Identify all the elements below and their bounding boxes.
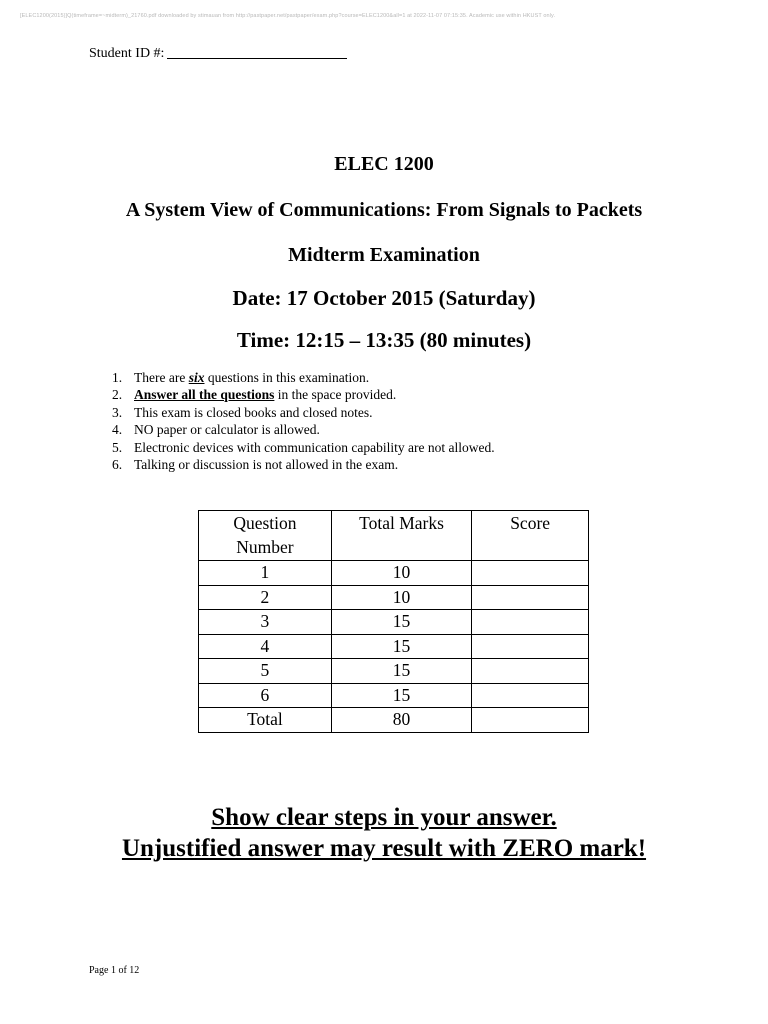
header-score: Score xyxy=(472,511,589,561)
download-watermark: [ELEC1200(2015)]Q(timeframe=~midterm)_21760.pdf downloaded by stimauan from http://pastpaper.net/pastpaper/exam.php?course=ELEC1200&all=1 at 2022-11-07 07:15:35. Academic use within HKUST only. xyxy=(20,13,556,19)
marks-cell: 15 xyxy=(331,659,471,684)
header-total-marks: Total Marks xyxy=(331,511,471,561)
score-cell xyxy=(472,683,589,708)
marks-table xyxy=(198,510,589,733)
table-row xyxy=(199,659,589,684)
question-cell: 1 xyxy=(199,561,332,586)
instruction-text: NO paper or calculator is allowed. xyxy=(134,422,320,438)
total-label-cell: Total xyxy=(199,708,332,733)
score-cell xyxy=(472,659,589,684)
marks-cell: 15 xyxy=(331,634,471,659)
student-id-field xyxy=(89,46,347,62)
instruction-text: questions in this examination. xyxy=(204,370,370,385)
instruction-text: Talking or discussion is not allowed in the exam. xyxy=(134,457,399,473)
score-cell xyxy=(472,585,589,610)
table-total-row xyxy=(199,708,589,733)
table-row xyxy=(199,683,589,708)
instruction-number: 2. xyxy=(112,387,123,403)
instruction-item xyxy=(112,456,495,473)
total-score-cell xyxy=(472,708,589,733)
marks-cell: 15 xyxy=(331,683,471,708)
instruction-emphasis: six xyxy=(188,370,205,385)
instruction-item xyxy=(112,421,495,438)
table-row xyxy=(199,561,589,586)
table-header-row xyxy=(199,511,589,561)
instruction-number: 4. xyxy=(112,422,123,438)
total-marks-cell: 80 xyxy=(331,708,471,733)
marks-cell: 10 xyxy=(331,561,471,586)
instruction-text: This exam is closed books and closed notes. xyxy=(134,404,373,420)
instruction-number: 5. xyxy=(112,439,123,455)
instruction-item xyxy=(112,439,495,456)
exam-date: Date: 17 October 2015 (Saturday) xyxy=(232,286,536,310)
instruction-item xyxy=(112,369,495,386)
warning-line-1: Show clear steps in your answer. xyxy=(211,804,557,831)
instruction-emphasis: Answer all the questions xyxy=(134,387,275,403)
question-cell: 5 xyxy=(199,659,332,684)
question-cell: 4 xyxy=(199,634,332,659)
question-cell: 3 xyxy=(199,610,332,635)
question-cell: 6 xyxy=(199,683,332,708)
score-cell xyxy=(472,561,589,586)
instruction-text: in the space provided. xyxy=(274,387,397,403)
instruction-number: 3. xyxy=(112,404,123,420)
exam-name: Midterm Examination xyxy=(288,244,480,266)
instructions-list xyxy=(112,369,495,473)
table-row xyxy=(199,610,589,635)
question-cell: 2 xyxy=(199,585,332,610)
instruction-text: Electronic devices with communication capability are not allowed. xyxy=(134,439,495,455)
exam-time: Time: 12:15 – 13:35 (80 minutes) xyxy=(236,328,532,352)
warning-line-2: Unjustified answer may result with ZERO mark! xyxy=(121,835,647,862)
course-title: A System View of Communications: From Signals to Packets xyxy=(125,199,643,221)
instruction-item xyxy=(112,404,495,421)
header-question-number: Question Number xyxy=(199,511,332,561)
score-cell xyxy=(472,610,589,635)
marks-cell: 15 xyxy=(331,610,471,635)
instruction-item xyxy=(112,386,495,403)
course-code: ELEC 1200 xyxy=(334,153,434,175)
instruction-number: 6. xyxy=(112,457,123,473)
score-cell xyxy=(472,634,589,659)
marks-cell: 10 xyxy=(331,585,471,610)
instruction-number: 1. xyxy=(112,370,123,385)
table-row xyxy=(199,585,589,610)
student-id-label: Student ID #: xyxy=(89,46,165,61)
page-number: Page 1 of 12 xyxy=(89,965,140,976)
instruction-text: There are xyxy=(134,370,189,385)
table-row xyxy=(199,634,589,659)
student-id-blank-line xyxy=(167,58,347,59)
